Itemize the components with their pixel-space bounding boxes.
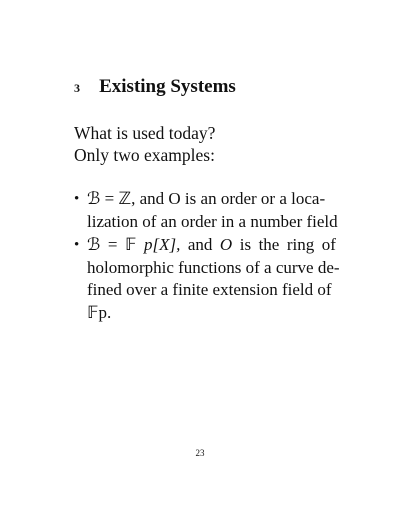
bullet-marker: • [74, 237, 80, 253]
intro-line-2: Only two examples: [74, 145, 215, 165]
bullet-2-line-2: holomorphic functions of a curve de- [87, 257, 340, 277]
bullet-2-word: 𝔽 [125, 235, 137, 254]
bullet-2-word: ℬ [87, 235, 101, 254]
bullet-1-line-2: lization of an order in a number field [87, 211, 338, 231]
bullet-2-word: and [187, 235, 213, 254]
bullet-item-integers [74, 188, 336, 233]
bullet-2-word: p[X], [143, 235, 181, 254]
bullet-2-line-3: fined over a finite extension field of [87, 280, 332, 299]
bullet-2-word: O [219, 235, 233, 254]
section-number: 3 [74, 81, 80, 95]
bullet-2-line-1 [87, 234, 336, 257]
bullet-2-word: ring [286, 235, 315, 254]
intro-line-1: What is used today? [74, 123, 216, 143]
bullet-2-line-4: 𝔽p. [87, 302, 112, 322]
section-heading [74, 76, 236, 98]
bullet-2-word: = [107, 235, 118, 254]
page-number: 23 [195, 448, 205, 458]
bullet-1-line-1: ℬ = ℤ, and O is an order or a loca- [87, 189, 326, 208]
bullet-2-word: is [239, 235, 252, 254]
bullet-item-function-field [74, 234, 340, 324]
bullet-marker: • [74, 191, 80, 207]
bullet-list [74, 188, 340, 325]
section-title: Existing Systems [99, 76, 236, 97]
bullet-2-word: of [321, 235, 336, 254]
intro-paragraph [74, 122, 344, 166]
bullet-2-word: the [258, 235, 280, 254]
